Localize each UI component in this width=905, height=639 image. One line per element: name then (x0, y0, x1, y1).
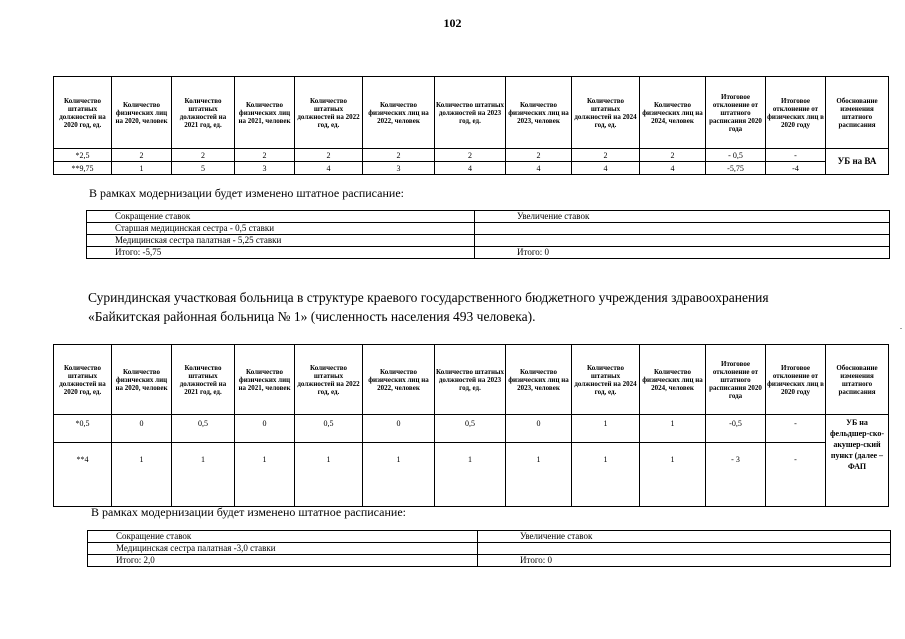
header-cell: Количество штатных должностей на 2021 год, ед. (172, 77, 235, 149)
reduce-header: Сокращение ставок (88, 531, 478, 543)
basis-cell: УБ на ВА (826, 149, 889, 175)
header-cell: Количество штатных должностей на 2021 год, ед. (172, 345, 235, 415)
table-row (87, 235, 890, 247)
table-cell: 0 (506, 415, 572, 443)
header-cell: Итоговое отклонение от штатного расписания 2020 года (706, 345, 766, 415)
table-cell: 0,5 (435, 415, 506, 443)
table-cell: - (766, 443, 826, 507)
table-cell: 2 (112, 149, 172, 162)
table-cell: 2 (235, 149, 295, 162)
table-cell: 2 (363, 149, 435, 162)
table-cell: *2,5 (54, 149, 112, 162)
header-cell: Количество физических лиц на 2020, человек (112, 77, 172, 149)
table-row (87, 247, 890, 259)
table-row (88, 555, 891, 567)
header-cell: Количество штатных должностей на 2023 год, ед. (435, 77, 506, 149)
table-header-row (54, 77, 889, 149)
table-cell: 1 (640, 415, 706, 443)
modernization-caption-1: В рамках модернизации будет изменено штатное расписание: (89, 186, 404, 200)
increase-item (478, 543, 891, 555)
increase-header: Увеличение ставок (478, 531, 891, 543)
table-cell: 2 (640, 149, 706, 162)
table-cell: *0,5 (54, 415, 112, 443)
header-cell: Количество физических лиц на 2024, человек (640, 345, 706, 415)
header-cell: Количество физических лиц на 2023, человек (506, 77, 572, 149)
header-cell: Итоговое отклонение от штатного расписания 2020 года (706, 77, 766, 149)
table-cell: 0 (235, 415, 295, 443)
table-cell: 0 (363, 415, 435, 443)
increase-item (475, 223, 890, 235)
table-cell: -4 (766, 162, 826, 175)
header-cell: Количество физических лиц на 2021, человек (235, 77, 295, 149)
table-row (87, 223, 890, 235)
table-row (54, 443, 889, 507)
increase-total: Итого: 0 (475, 247, 890, 259)
table-row (54, 149, 889, 162)
table-row (54, 162, 889, 175)
increase-header: Увеличение ставок (475, 211, 890, 223)
header-cell: Итоговое отклонение от физических лиц в 2020 году (766, 345, 826, 415)
table-cell: - (766, 415, 826, 443)
table-cell: **4 (54, 443, 112, 507)
table-cell: 1 (112, 443, 172, 507)
header-cell: Количество штатных должностей на 2020 год, ед. (54, 345, 112, 415)
modernization-table-1 (86, 210, 890, 259)
table-cell: 4 (295, 162, 363, 175)
header-cell: Количество физических лиц на 2021, человек (235, 345, 295, 415)
increase-total: Итого: 0 (478, 555, 891, 567)
reduce-item: Медицинская сестра палатная -3,0 ставки (88, 543, 478, 555)
header-cell: Итоговое отклонение от физических лиц в 2020 году (766, 77, 826, 149)
header-cell: Количество физических лиц на 2022, человек (363, 345, 435, 415)
page-number: 102 (443, 16, 462, 30)
table-header-row (88, 531, 891, 543)
table-cell: 2 (295, 149, 363, 162)
basis-cell: УБ на фельдшер-ско-акушер-ский пункт (далее – ФАП (826, 415, 889, 507)
staffing-table-1 (53, 76, 889, 175)
table-cell: 0,5 (172, 415, 235, 443)
table-cell: 4 (506, 162, 572, 175)
table-cell: 1 (112, 162, 172, 175)
header-cell: Количество штатных должностей на 2024 год, ед. (572, 77, 640, 149)
header-cell: Количество штатных должностей на 2024 год, ед. (572, 345, 640, 415)
header-cell: Количество штатных должностей на 2020 год, ед. (54, 77, 112, 149)
section-heading (88, 288, 769, 326)
table-cell: -5,75 (706, 162, 766, 175)
table-cell: 4 (640, 162, 706, 175)
table-cell: 1 (363, 443, 435, 507)
table-cell: 1 (506, 443, 572, 507)
section-heading-line: «Байкитская районная больница № 1» (численность населения 493 человека). (88, 309, 536, 324)
table-cell: 0 (112, 415, 172, 443)
table-header-row (87, 211, 890, 223)
table-header-row (54, 345, 889, 415)
table-cell: 4 (435, 162, 506, 175)
table-cell: **9,75 (54, 162, 112, 175)
table-cell: 1 (235, 443, 295, 507)
margin-mark: . (900, 322, 902, 331)
table-cell: 4 (572, 162, 640, 175)
staffing-table-2 (53, 344, 889, 507)
table-cell: 0,5 (295, 415, 363, 443)
header-cell: Количество штатных должностей на 2022 год, ед. (295, 345, 363, 415)
table-cell: 3 (235, 162, 295, 175)
header-cell: Количество штатных должностей на 2022 год, ед. (295, 77, 363, 149)
table-cell: - 3 (706, 443, 766, 507)
header-cell: Количество штатных должностей на 2023 год, ед. (435, 345, 506, 415)
table-cell: -0,5 (706, 415, 766, 443)
header-cell: Количество физических лиц на 2023, человек (506, 345, 572, 415)
section-heading-line: Суриндинская участковая больница в структуре краевого государственного бюджетного учреждения здравоохранения (88, 290, 769, 305)
modernization-table-2 (87, 530, 891, 567)
table-cell: 5 (172, 162, 235, 175)
reduce-total: Итого: -5,75 (87, 247, 475, 259)
table-cell: 3 (363, 162, 435, 175)
header-cell: Количество физических лиц на 2022, человек (363, 77, 435, 149)
reduce-item: Старшая медицинская сестра - 0,5 ставки (87, 223, 475, 235)
table-cell: 1 (572, 415, 640, 443)
table-cell: 2 (506, 149, 572, 162)
table-cell: - (766, 149, 826, 162)
table-cell: - 0,5 (706, 149, 766, 162)
table-row (54, 415, 889, 443)
table-cell: 2 (435, 149, 506, 162)
table-row (88, 543, 891, 555)
modernization-caption-2: В рамках модернизации будет изменено штатное расписание: (91, 505, 406, 519)
header-cell: Обоснование изменения штатного расписания (826, 77, 889, 149)
table-cell: 2 (572, 149, 640, 162)
reduce-item: Медицинская сестра палатная - 5,25 ставки (87, 235, 475, 247)
table-cell: 1 (435, 443, 506, 507)
table-cell: 1 (172, 443, 235, 507)
table-cell: 1 (572, 443, 640, 507)
reduce-header: Сокращение ставок (87, 211, 475, 223)
header-cell: Количество физических лиц на 2020, человек (112, 345, 172, 415)
table-cell: 1 (640, 443, 706, 507)
increase-item (475, 235, 890, 247)
header-cell: Обоснование изменения штатного расписания (826, 345, 889, 415)
reduce-total: Итого: 2,0 (88, 555, 478, 567)
table-cell: 1 (295, 443, 363, 507)
header-cell: Количество физических лиц на 2024, человек (640, 77, 706, 149)
table-cell: 2 (172, 149, 235, 162)
